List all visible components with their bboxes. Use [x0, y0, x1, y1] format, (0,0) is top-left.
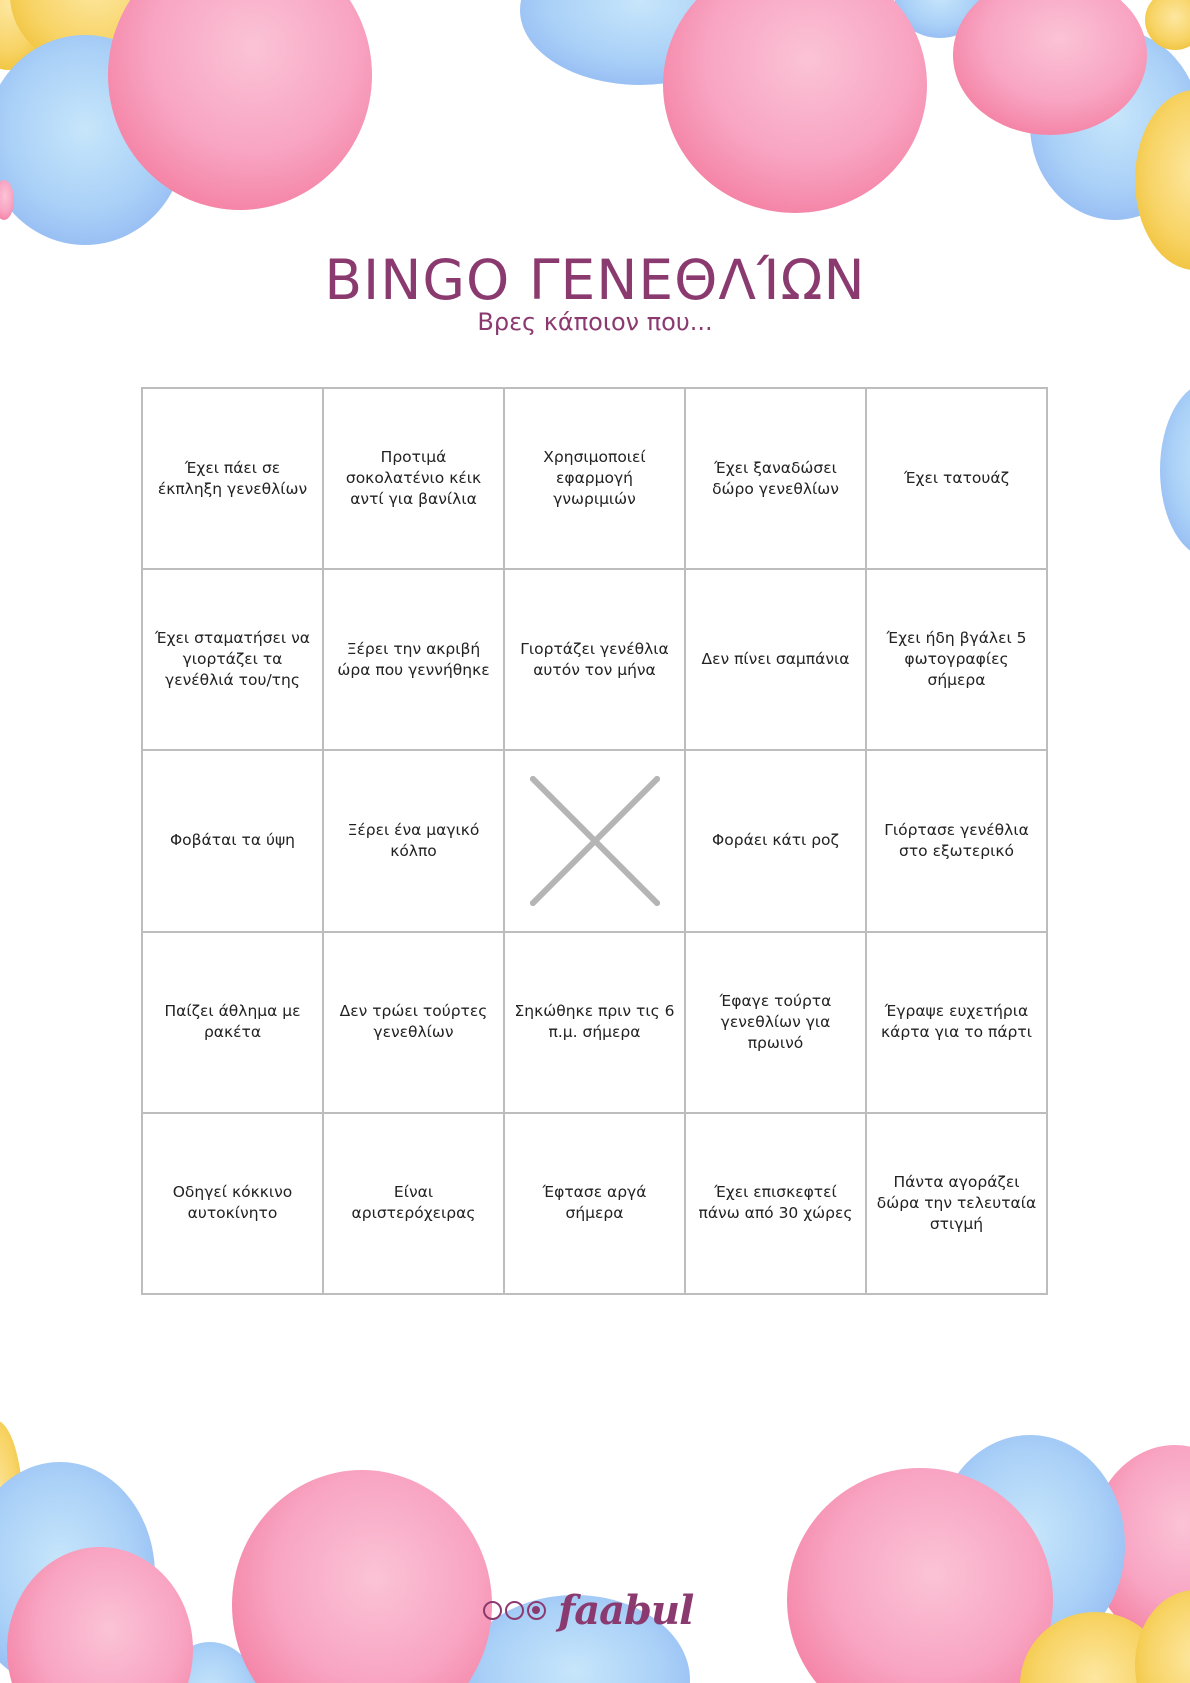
bingo-cell[interactable]: Έχει επισκεφτεί πάνω από 30 χώρες [685, 1113, 866, 1294]
x-mark-icon [530, 776, 660, 906]
filled-circle-icon [527, 1601, 546, 1620]
circle-icon [483, 1601, 502, 1620]
bingo-cell[interactable]: Πάντα αγοράζει δώρα την τελευταία στιγμή [866, 1113, 1047, 1294]
bingo-cell[interactable]: Δεν πίνει σαμπάνια [685, 569, 866, 750]
three-circles-icon [483, 1601, 546, 1620]
bingo-cell[interactable]: Παίζει άθλημα με ρακέτα [142, 932, 323, 1113]
bingo-cell[interactable]: Έφτασε αργά σήμερα [504, 1113, 685, 1294]
bingo-cell[interactable]: Έγραψε ευχετήρια κάρτα για το πάρτι [866, 932, 1047, 1113]
bingo-grid [141, 387, 1048, 1295]
bingo-cell[interactable]: Γιόρτασε γενέθλια στο εξωτερικό [866, 750, 1047, 931]
circle-icon [505, 1601, 524, 1620]
bingo-cell[interactable]: Σηκώθηκε πριν τις 6 π.μ. σήμερα [504, 932, 685, 1113]
page-title: BINGO ΓΕΝΕΘΛΊΩΝ [324, 247, 866, 312]
page-subtitle: Βρες κάποιον που... [477, 308, 713, 336]
bingo-cell[interactable]: Δεν τρώει τούρτες γενεθλίων [323, 932, 504, 1113]
bingo-cell[interactable]: Ξέρει ένα μαγικό κόλπο [323, 750, 504, 931]
bingo-cell[interactable]: Είναι αριστερόχειρας [323, 1113, 504, 1294]
bingo-cell[interactable]: Έχει ξαναδώσει δώρο γενεθλίων [685, 388, 866, 569]
bingo-cell[interactable]: Οδηγεί κόκκινο αυτοκίνητο [142, 1113, 323, 1294]
logo-wordmark: faabul [558, 1586, 694, 1634]
bingo-cell[interactable]: Έχει σταματήσει να γιορτάζει τα γενέθλιά του/της [142, 569, 323, 750]
bingo-cell[interactable]: Έχει ήδη βγάλει 5 φωτογραφίες σήμερα [866, 569, 1047, 750]
bingo-cell[interactable]: Έχει πάει σε έκπληξη γενεθλίων [142, 388, 323, 569]
bingo-cell[interactable]: Γιορτάζει γενέθλια αυτόν τον μήνα [504, 569, 685, 750]
bingo-cell[interactable]: Έφαγε τούρτα γενεθλίων για πρωινό [685, 932, 866, 1113]
bingo-cell[interactable]: Φοράει κάτι ροζ [685, 750, 866, 931]
faabul-logo [483, 1585, 693, 1635]
bingo-free-cell [504, 750, 685, 931]
bingo-cell[interactable]: Φοβάται τα ύψη [142, 750, 323, 931]
bingo-cell[interactable]: Χρησιμοποιεί εφαρμογή γνωριμιών [504, 388, 685, 569]
bingo-cell[interactable]: Ξέρει την ακριβή ώρα που γεννήθηκε [323, 569, 504, 750]
bingo-cell[interactable]: Έχει τατουάζ [866, 388, 1047, 569]
bingo-cell[interactable]: Προτιμά σοκολατένιο κέικ αντί για βανίλια [323, 388, 504, 569]
